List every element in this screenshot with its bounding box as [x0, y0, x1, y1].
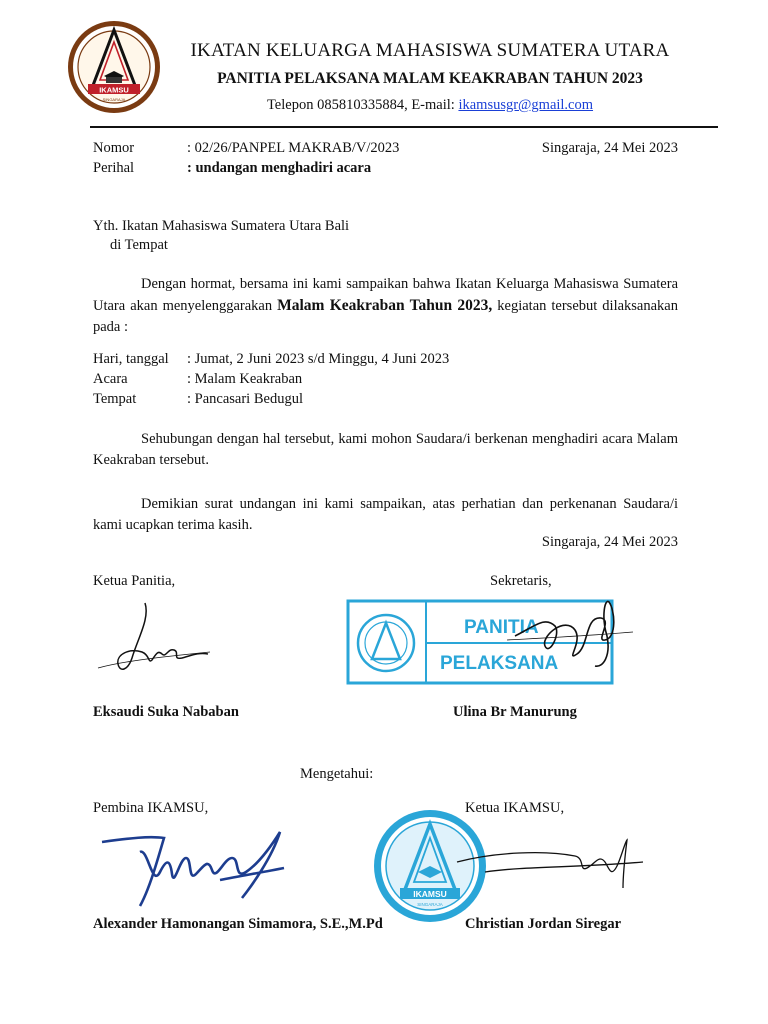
- seal-subtext: SINGARAJA: [417, 902, 443, 907]
- addressee-line1: Yth. Ikatan Mahasiswa Sumatera Utara Bali: [93, 218, 350, 234]
- pembina-title: Pembina IKAMSU,: [93, 800, 209, 816]
- paragraph-closing: [93, 494, 678, 536]
- nomor-row: [93, 140, 399, 157]
- detail-row: [93, 391, 303, 408]
- ketua-panitia-signature: [90, 598, 220, 678]
- detail-row: [93, 371, 302, 388]
- org-name: IKATAN KELUARGA MAHASISWA SUMATERA UTARA: [190, 40, 670, 61]
- nomor-value: : 02/26/PANPEL MAKRAB/V/2023: [187, 140, 400, 156]
- pembina-name: Alexander Hamonangan Simamora, S.E.,M.Pd: [93, 916, 383, 932]
- header-divider: [90, 126, 718, 128]
- logo-text: IKAMSU: [99, 85, 129, 95]
- logo-subtext: SINGARAJA: [102, 97, 126, 102]
- closing-text: Demikian surat undangan ini kami sampaikan, atas perhatian dan perkenanan Saudara/i kami ucapkan terima kasih.: [93, 496, 678, 533]
- seal-text: IKAMSU: [413, 889, 447, 899]
- ketua-panitia-title: Ketua Panitia,: [93, 573, 176, 589]
- detail-label: Tempat: [93, 391, 137, 407]
- ketua-panitia-name: Eksaudi Suka Nababan: [93, 704, 239, 720]
- intro-event-name: Malam Keakraban Tahun 2023,: [277, 297, 493, 314]
- contact-line: [190, 97, 670, 114]
- nomor-label: Nomor: [93, 140, 135, 156]
- email-link[interactable]: ikamsusgr@gmail.com: [458, 97, 594, 113]
- detail-row: [93, 351, 449, 368]
- ketua-ikamsu-title: Ketua IKAMSU,: [465, 800, 565, 816]
- intro-text-b: kegiatan tersebut dilaksanakan pada :: [93, 298, 678, 335]
- intro-text-a: Dengan hormat, bersama ini kami sampaikan bahwa Ikatan Keluarga Mahasiswa Sumatera Utara akan menyelenggarakan: [93, 276, 678, 314]
- committee-name: PANITIA PELAKSANA MALAM KEAKRABAN TAHUN 2023: [217, 70, 643, 87]
- sekretaris-title: Sekretaris,: [490, 573, 552, 589]
- perihal-label: Perihal: [93, 160, 135, 176]
- letter-date: Singaraja, 24 Mei 2023: [541, 140, 678, 156]
- paragraph-request: [93, 429, 678, 471]
- pembina-signature: [100, 828, 300, 913]
- perihal-row: [93, 160, 371, 177]
- detail-value: : Pancasari Bedugul: [187, 391, 303, 407]
- email-separator: , E-mail:: [404, 97, 459, 113]
- closing-date: Singaraja, 24 Mei 2023: [541, 534, 678, 550]
- ketua-ikamsu-name: Christian Jordan Siregar: [465, 916, 622, 932]
- perihal-value: : undangan menghadiri acara: [187, 160, 372, 176]
- ketua-ikamsu-signature: [455, 832, 645, 902]
- paragraph-intro: [93, 274, 678, 338]
- addressee-line2: di Tempat: [110, 237, 168, 253]
- detail-label: Hari, tanggal: [93, 351, 169, 367]
- request-text: Sehubungan dengan hal tersebut, kami mohon Saudara/i berkenan menghadiri acara Malam Keakraban tersebut.: [93, 431, 678, 468]
- mengetahui-label: Mengetahui:: [300, 766, 374, 782]
- stamp-line1: PANITIA: [464, 617, 539, 638]
- detail-value: : Jumat, 2 Juni 2023 s/d Minggu, 4 Juni 2023: [187, 351, 450, 367]
- phone-text: Telepon 085810335884: [266, 97, 405, 113]
- sekretaris-signature: [505, 596, 635, 676]
- sekretaris-name: Ulina Br Manurung: [453, 704, 577, 720]
- detail-label: Acara: [93, 371, 128, 387]
- detail-value: : Malam Keakraban: [187, 371, 303, 387]
- ikamsu-logo: [66, 18, 162, 116]
- stamp-line2: PELAKSANA: [440, 653, 559, 674]
